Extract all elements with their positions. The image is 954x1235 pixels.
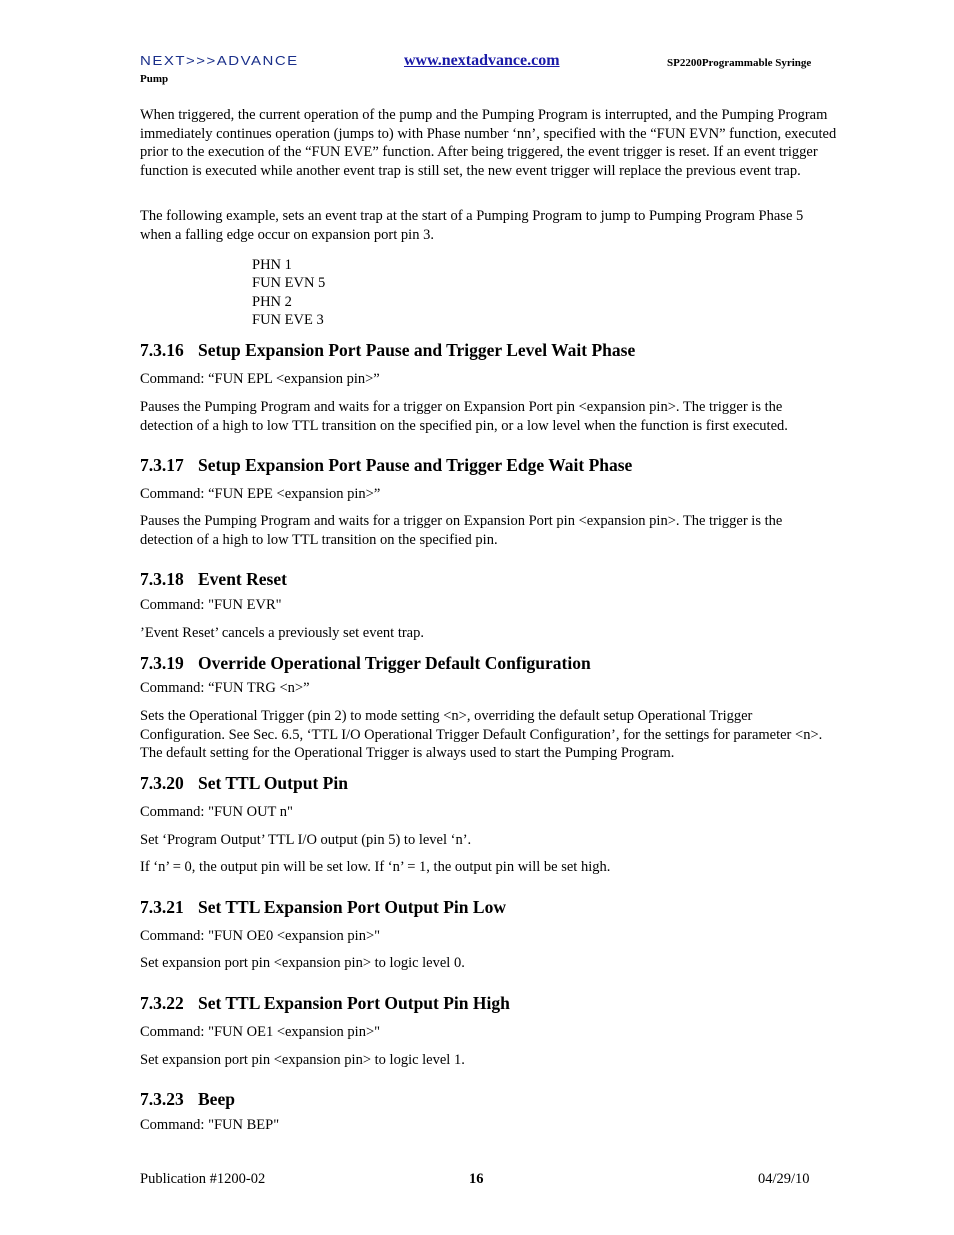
command-text: Command: "FUN OE0 <expansion pin>" — [140, 928, 381, 944]
section-heading — [140, 993, 510, 1013]
product-name: SP2200Programmable Syringe — [667, 57, 812, 69]
section-title: Setup Expansion Port Pause and Trigger Edge Wait Phase — [198, 455, 633, 475]
command-text: Command: "FUN EVR" — [140, 597, 282, 613]
command-text: Command: “FUN EPL <expansion pin>” — [140, 371, 380, 387]
website-link[interactable]: www.nextadvance.com — [404, 52, 560, 69]
code-line: PHN 2 — [252, 294, 292, 310]
section-title: Set TTL Expansion Port Output Pin High — [198, 993, 510, 1013]
section-number: 7.3.19 — [140, 653, 184, 673]
code-line: PHN 1 — [252, 257, 292, 273]
section-heading — [140, 897, 506, 917]
command-text: Command: "FUN OUT n" — [140, 804, 293, 820]
section-title: Set TTL Output Pin — [198, 773, 348, 793]
section-number: 7.3.23 — [140, 1089, 184, 1109]
section-heading — [140, 653, 591, 673]
section-body: Pauses the Pumping Program and waits for a trigger on Expansion Port pin <expansion pin>. The trigger is the detection of a high to low TTL transition on the specified pin. — [140, 513, 783, 548]
section-body: Set ‘Program Output’ TTL I/O output (pin 5) to level ‘n’. — [140, 832, 472, 848]
section-title: Beep — [198, 1089, 235, 1109]
command-text: Command: “FUN TRG <n>” — [140, 680, 310, 696]
section-title: Override Operational Trigger Default Configuration — [198, 653, 591, 673]
code-line: FUN EVN 5 — [252, 275, 326, 291]
section-heading — [140, 569, 287, 589]
section-body: ’Event Reset’ cancels a previously set event trap. — [140, 625, 424, 641]
command-text: Command: "FUN BEP" — [140, 1117, 280, 1133]
section-number: 7.3.21 — [140, 897, 184, 917]
section-heading — [140, 773, 348, 793]
section-body: Set expansion port pin <expansion pin> to logic level 1. — [140, 1052, 465, 1068]
section-title: Set TTL Expansion Port Output Pin Low — [198, 897, 506, 917]
section-title: Setup Expansion Port Pause and Trigger Level Wait Phase — [198, 340, 636, 360]
intro-paragraph: When triggered, the current operation of the pump and the Pumping Program is interrupted, and the Pumping Program immediately continues operation (jumps to) with Phase number ‘nn’, specified with the “FUN EVN” function, executed prior to the execution of the “FUN EVE” function. After being triggered, the event trigger is reset. If an event trigger function is executed while another event trap is still set, the new event trigger will replace the previous event trap. — [140, 107, 837, 179]
command-text: Command: “FUN EPE <expansion pin>” — [140, 486, 381, 502]
section-heading — [140, 1089, 235, 1109]
section-heading — [140, 455, 632, 475]
publication-number: Publication #1200-02 — [140, 1171, 266, 1187]
company-logo: NEXT>>>ADVANCE — [140, 54, 299, 69]
section-number: 7.3.16 — [140, 340, 184, 360]
example-paragraph: The following example, sets an event trap at the start of a Pumping Program to jump to Pumping Program Phase 5 when a falling edge occur on expansion port pin 3. — [140, 208, 804, 243]
section-body: Set expansion port pin <expansion pin> to logic level 0. — [140, 955, 465, 971]
section-body: Pauses the Pumping Program and waits for a trigger on Expansion Port pin <expansion pin>. The trigger is the detection of a high to low TTL transition on the specified pin, or a low level when the function is first executed. — [140, 399, 788, 434]
publication-date: 04/29/10 — [758, 1171, 810, 1187]
section-number: 7.3.22 — [140, 993, 184, 1013]
section-heading — [140, 340, 635, 360]
section-body: If ‘n’ = 0, the output pin will be set low. If ‘n’ = 1, the output pin will be set high. — [140, 859, 611, 875]
code-line: FUN EVE 3 — [252, 312, 324, 328]
section-title: Event Reset — [198, 569, 287, 589]
section-number: 7.3.18 — [140, 569, 184, 589]
product-name-continued: Pump — [140, 73, 169, 85]
page-number: 16 — [469, 1171, 484, 1187]
command-text: Command: "FUN OE1 <expansion pin>" — [140, 1024, 381, 1040]
section-number: 7.3.17 — [140, 455, 184, 475]
section-body: Sets the Operational Trigger (pin 2) to mode setting <n>, overriding the default setup Operational Trigger Configuration. See Sec. 6.5, ‘TTL I/O Operational Trigger Default Configuration’, for the settings for parameter <n>. The default setting for the Operational Trigger is always used to start the Pumping Program. — [140, 708, 823, 761]
section-number: 7.3.20 — [140, 773, 184, 793]
